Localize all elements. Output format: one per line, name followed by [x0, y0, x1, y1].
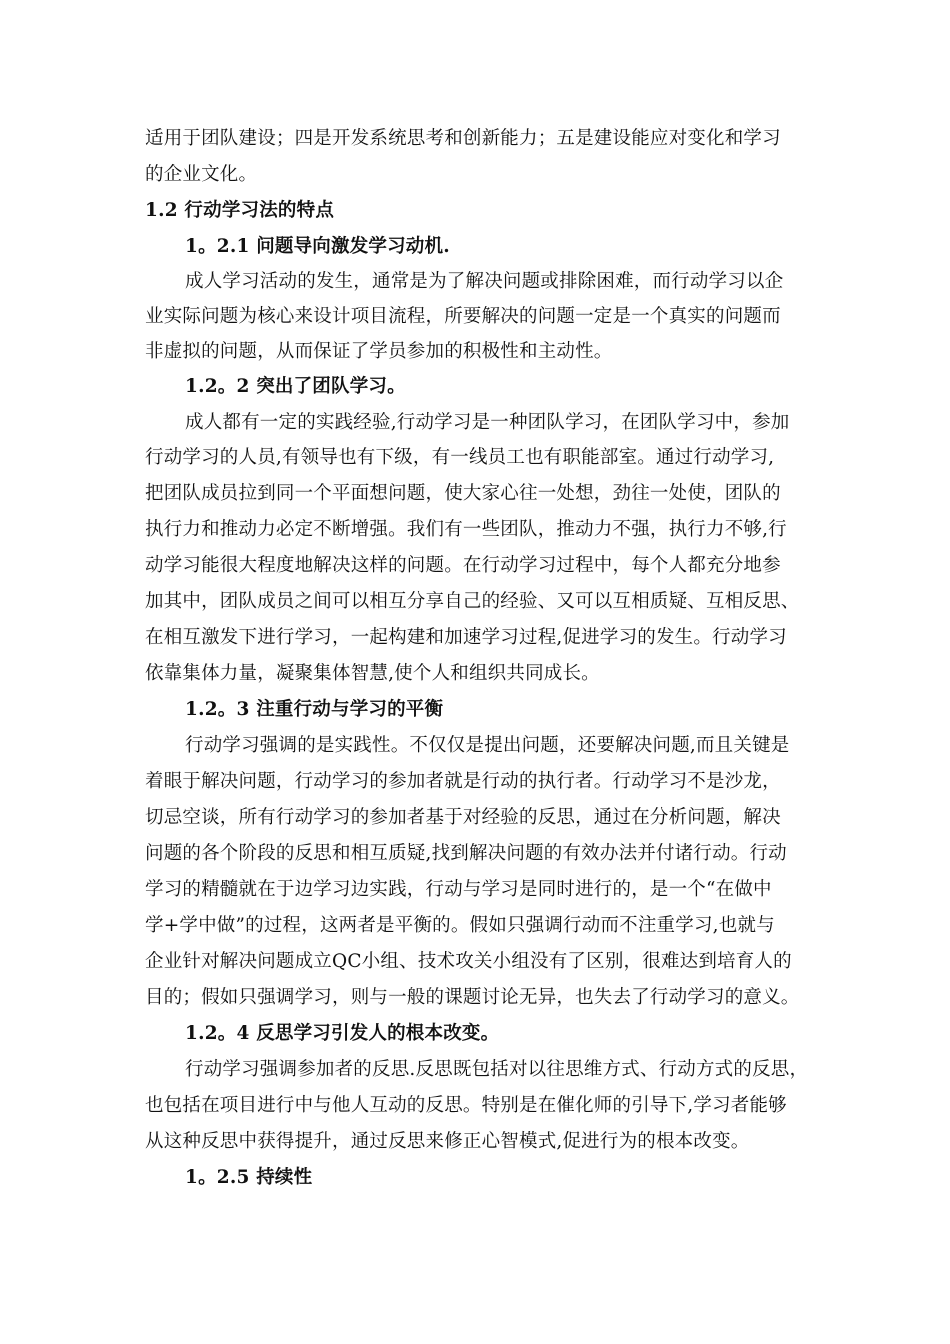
- paragraph-line: 加其中，团队成员之间可以相互分享自己的经验、又可以互相质疑、互相反思、: [145, 591, 800, 612]
- paragraph-line: 动学习能很大程度地解决这样的问题。在行动学习过程中，每个人都充分地参: [145, 555, 781, 576]
- paragraph-line: 切忌空谈，所有行动学习的参加者基于对经验的反思，通过在分析问题，解决: [145, 807, 781, 828]
- paragraph-line: 企业针对解决问题成立QC小组、技术攻关小组没有了区别，很难达到培育人的: [145, 951, 792, 972]
- subsection-heading-3: 1.2。3 注重行动与学习的平衡: [185, 699, 444, 720]
- intro-line: 适用于团队建设；四是开发系统思考和创新能力；五是建设能应对变化和学习: [145, 128, 781, 149]
- paragraph-line: 执行力和推动力必定不断增强。我们有一些团队，推动力不强，执行力不够,行: [145, 519, 787, 540]
- paragraph-line: 从这种反思中获得提升，通过反思来修正心智模式,促进行为的根本改变。: [145, 1131, 750, 1152]
- paragraph-line: 也包括在项目进行中与他人互动的反思。特别是在催化师的引导下,学习者能够: [145, 1095, 787, 1116]
- paragraph-line: 行动学习的人员,有领导也有下级，有一线员工也有职能部室。通过行动学习,: [145, 447, 775, 468]
- paragraph-line: 在相互激发下进行学习，一起构建和加速学习过程,促进学习的发生。行动学习: [145, 627, 787, 648]
- paragraph-line: 依靠集体力量，凝聚集体智慧,使个人和组织共同成长。: [145, 663, 600, 684]
- paragraph-line: 成人都有一定的实践经验,行动学习是一种团队学习，在团队学习中，参加: [185, 412, 790, 433]
- paragraph-line: 行动学习强调参加者的反思.反思既包括对以往思维方式、行动方式的反思，: [185, 1059, 809, 1080]
- subsection-heading-4: 1.2。4 反思学习引发人的根本改变。: [185, 1023, 500, 1044]
- paragraph-line: 着眼于解决问题，行动学习的参加者就是行动的执行者。行动学习不是沙龙，: [145, 771, 781, 792]
- subsection-heading-5: 1。2.5 持续性: [185, 1167, 313, 1188]
- paragraph-line: 非虚拟的问题，从而保证了学员参加的积极性和主动性。: [145, 341, 613, 362]
- paragraph-line: 成人学习活动的发生，通常是为了解决问题或排除困难，而行动学习以企: [185, 271, 784, 292]
- intro-line: 的企业文化。: [145, 164, 258, 185]
- section-heading: 1.2 行动学习法的特点: [145, 200, 335, 221]
- paragraph-line: 把团队成员拉到同一个平面想问题，使大家心往一处想，劲往一处使，团队的: [145, 483, 781, 504]
- subsection-heading-2: 1.2。2 突出了团队学习。: [185, 376, 406, 397]
- subsection-heading-1: 1。2.1 问题导向激发学习动机.: [185, 236, 450, 257]
- paragraph-line: 行动学习强调的是实践性。不仅仅是提出问题，还要解决问题,而且关键是: [185, 735, 790, 756]
- paragraph-line: 学习的精髓就在于边学习边实践，行动与学习是同时进行的，是一个“在做中: [145, 879, 772, 900]
- paragraph-line: 目的；假如只强调学习，则与一般的课题讨论无异，也失去了行动学习的意义。: [145, 987, 800, 1008]
- paragraph-line: 问题的各个阶段的反思和相互质疑,找到解决问题的有效办法并付诸行动。行动: [145, 843, 787, 864]
- paragraph-line: 业实际问题为核心来设计项目流程，所要解决的问题一定是一个真实的问题而: [145, 306, 781, 327]
- paragraph-line: 学+学中做”的过程，这两者是平衡的。假如只强调行动而不注重学习,也就与: [145, 915, 775, 936]
